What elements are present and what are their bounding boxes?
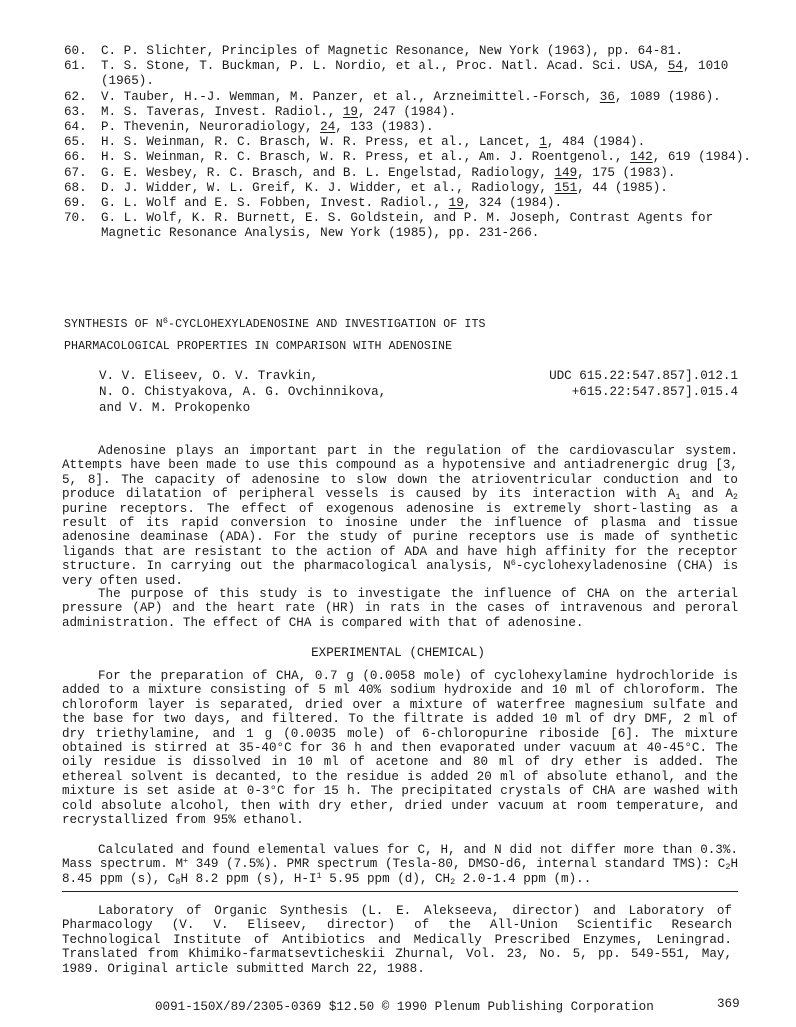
title-text: -CYCLOHEXYLADENOSINE AND INVESTIGATION OF ITS <box>168 318 486 331</box>
subscript: 8 <box>175 876 181 887</box>
affiliation-footnote <box>62 904 732 976</box>
reference-text: H. S. Weinman, R. C. Brasch, W. R. Press, et al., Lancet, <box>101 135 540 150</box>
reference-text: D. J. Widder, W. L. Greif, K. J. Widder, et al., Radiology, <box>101 180 555 195</box>
footnote-divider <box>62 891 738 892</box>
udc-line: +615.22:547.857].015.4 <box>571 384 738 399</box>
paragraph-text: H 8.45 ppm (s), C <box>62 857 738 886</box>
reference-text: T. S. Stone, T. Buckman, P. L. Nordio, et al., Proc. Natl. Acad. Sci. USA, <box>101 59 668 74</box>
reference-volume: 1 <box>539 135 547 150</box>
reference-item <box>64 150 764 165</box>
reference-volume: 19 <box>342 104 358 119</box>
author-line: V. V. Eliseev, O. V. Travkin, <box>99 369 319 383</box>
reference-text: G. E. Wesbey, R. C. Brasch, and B. L. Engelstad, Radiology, <box>101 165 555 180</box>
reference-number: 60. <box>64 44 87 58</box>
superscript: 6 <box>510 558 516 569</box>
reference-text: , 133 (1983). <box>335 120 434 135</box>
reference-number: 66. <box>64 150 87 165</box>
intro-paragraph-2 <box>62 587 738 630</box>
reference-volume: 149 <box>554 165 578 180</box>
subscript: 2 <box>732 492 738 503</box>
reference-continuation: (1965). <box>101 74 154 89</box>
reference-number: 68. <box>64 180 87 195</box>
reference-number: 70. <box>64 211 87 226</box>
reference-continuation: Magnetic Resonance Analysis, New York (1985), pp. 231-266. <box>101 226 540 241</box>
reference-number: 69. <box>64 196 87 211</box>
subscript: 2 <box>450 876 456 887</box>
reference-item <box>64 59 764 89</box>
udc-classification <box>549 369 738 401</box>
reference-number: 61. <box>64 59 87 74</box>
experimental-paragraph-2 <box>62 843 738 886</box>
reference-text: M. S. Taveras, Invest. Radiol., <box>101 104 343 119</box>
paragraph-text: 349 (7.5%). PMR spectrum (Tesla-80, DMSO-d6, internal standard TMS): C <box>188 857 726 872</box>
reference-text: H. S. Weinman, R. C. Brasch, W. R. Press, et al., Am. J. Roentgenol., <box>101 150 631 165</box>
title-line-2: PHARMACOLOGICAL PROPERTIES IN COMPARISON WITH ADENOSINE <box>64 340 453 353</box>
paragraph-text: and A <box>680 487 733 502</box>
reference-number: 62. <box>64 89 87 104</box>
reference-item <box>64 44 764 59</box>
reference-text: , 619 (1984). <box>652 150 751 165</box>
reference-text: , 247 (1984). <box>357 104 457 119</box>
reference-volume: 24 <box>320 120 336 135</box>
superscript: 1 <box>316 870 322 881</box>
superscript: + <box>183 856 189 867</box>
reference-text: G. L. Wolf, K. R. Burnett, E. S. Goldstein, and P. M. Joseph, Contrast Agents for <box>101 211 714 226</box>
reference-volume: 54 <box>667 59 683 74</box>
article-title <box>64 318 486 353</box>
reference-volume: 142 <box>630 150 653 165</box>
reference-text: G. L. Wolf and E. S. Fobben, Invest. Radiol., <box>101 196 449 211</box>
subscript: 1 <box>675 492 681 503</box>
reference-volume: 151 <box>554 180 578 195</box>
author-line: N. O. Chistyakova, A. G. Ovchinnikova, <box>99 384 387 399</box>
paragraph-text: Adenosine plays an important part in the regulation of the cardiovascular system. Attempts have been made to use this compound as a hypotensive and antiadrenergic drug [3, 5, 8]. The capacity of adenosine to slow down the atrioventricular conduction and to produce dilatation of peripheral vessels is caused by its interaction with A <box>62 444 738 502</box>
reference-number: 64. <box>64 120 87 135</box>
copyright-line: 0091-150X/89/2305-0369 $12.50 © 1990 Plenum Publishing Corporation <box>155 1000 654 1014</box>
paragraph-text: Calculated and found elemental values for C, H, and N did not differ more than 0.3%. Mass spectrum. M <box>62 843 738 872</box>
author-list <box>99 369 386 416</box>
experimental-paragraph-1 <box>62 669 738 827</box>
paragraph-text: 2.0-1.4 ppm (m).. <box>455 871 592 886</box>
reference-item <box>64 196 764 211</box>
title-text: SYNTHESIS OF N <box>64 318 163 331</box>
footnote-text: Laboratory of Organic Synthesis (L. E. Alekseeva, director) and Laboratory of Pharmacology (V. V. Eliseev, director) of the All-Union Scientific Research Technological Institute of Antibiotics and Medically Prescribed Enzymes, Leningrad. Translated from Khimiko-farmatsevticheskii Zhurnal, Vol. 23, No. 5, pp. 549-551, May, 1989. Original article submitted March 22, 1988. <box>62 904 732 976</box>
reference-text: , 1089 (1986). <box>614 89 721 104</box>
reference-item <box>64 211 764 241</box>
paragraph-text: H 8.2 ppm (s), H-I <box>180 871 317 886</box>
reference-text: , 1010 <box>682 59 729 74</box>
reference-item <box>64 166 764 181</box>
reference-text: P. Thevenin, Neuroradiology, <box>101 120 321 135</box>
subscript: 2 <box>725 862 731 873</box>
page-number: 369 <box>717 997 740 1011</box>
udc-line: UDC 615.22:547.857].012.1 <box>549 369 738 383</box>
intro-paragraph-1 <box>62 444 738 588</box>
title-superscript: 6 <box>162 316 169 326</box>
reference-item <box>64 105 764 120</box>
reference-item <box>64 120 764 135</box>
paragraph-text: -cyclohexyladenosine (CHA) is very often used. <box>62 559 738 588</box>
reference-text: , 484 (1984). <box>546 135 646 150</box>
reference-text: V. Tauber, H.-J. Wemman, M. Panzer, et al., Arzneimittel.-Forsch, <box>101 89 600 104</box>
paragraph-text: The purpose of this study is to investigate the influence of CHA on the arterial pressure (AP) and the heart rate (HR) in rats in the cases of intravenous and peroral administration. The effect of CHA is compared with that of adenosine. <box>62 587 738 630</box>
reference-text: , 44 (1985). <box>577 180 668 195</box>
reference-volume: 36 <box>599 89 615 104</box>
reference-volume: 19 <box>448 196 464 211</box>
reference-text: , 175 (1983). <box>577 165 676 180</box>
paragraph-text: For the preparation of CHA, 0.7 g (0.0058 mole) of cyclohexylamine hydrochloride is added to a mixture consisting of 5 ml 40% sodium hydroxide and 10 ml of chloroform. The chloroform layer is separated, dried over a mixture of waterfree magnesium sulfate and the base for two days, and filtered. To the filtrate is added 10 ml of dry DMF, 2 ml of dry triethylamine, and 1 g (0.0035 mole) of 6-chloropurine riboside [6]. The mixture obtained is stirred at 35-40°C for 36 h and then evaporated under vacuum at 40-45°C. The oily residue is dissolved in 10 ml of acetone and 80 ml of dry ether is added. The ethereal solvent is decanted, to the residue is added 20 ml of absolute ethanol, and the mixture is set aside at 0-3°C for 15 h. The precipitated crystals of CHA are washed with cold absolute alcohol, then with dry ether, dried under vacuum at room temperature, and recrystallized from 95% ethanol. <box>62 669 738 828</box>
reference-item <box>64 90 764 105</box>
paragraph-text: purine receptors. The effect of exogenous adenosine is extremely short-lasting as a result of its rapid conversion to inosine under the influence of plasma and tissue adenosine deaminase (ADA). For the study of purine receptors use is made of synthetic ligands that are resistant to the action of ADA and have high affinity for the receptor structure. In carrying out the pharmacological analysis, N <box>62 501 738 574</box>
reference-list <box>64 44 764 242</box>
reference-number: 63. <box>64 104 87 119</box>
section-heading: EXPERIMENTAL (CHEMICAL) <box>311 646 485 660</box>
reference-number: 65. <box>64 135 87 150</box>
reference-text: , 324 (1984). <box>463 196 563 211</box>
paragraph-text: 5.95 ppm (d), CH <box>321 871 451 886</box>
reference-item <box>64 135 764 150</box>
reference-text: C. P. Slichter, Principles of Magnetic Resonance, New York (1963), pp. 64-81. <box>101 44 683 58</box>
reference-item <box>64 181 764 196</box>
author-line: and V. M. Prokopenko <box>99 400 251 415</box>
reference-number: 67. <box>64 165 87 180</box>
